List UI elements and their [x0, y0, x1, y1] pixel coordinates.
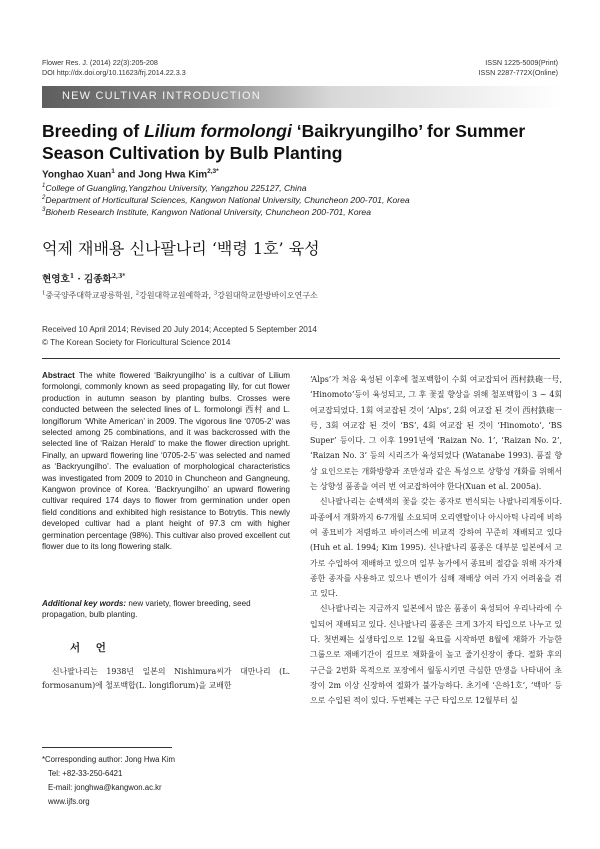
section-banner: [0, 86, 600, 108]
banner-fade: [332, 86, 562, 108]
abstract: [42, 370, 290, 553]
abstract-label: Abstract: [42, 371, 75, 380]
journal-line: Flower Res. J. (2014) 22(3):205-208: [42, 58, 158, 67]
paragraph: 신나팔나리는 지금까지 일본에서 많은 품종이 육성되어 우리나라에 수입되어 재배되고 있다. 신나팔나리 품종은 크게 3가지 타입으로 나누고 있다. 첫번째는 실생타입으로 12월 육묘를 시작하면 8월에 채화가 가능한 그룹으로 재배기간이 길므로 채화율이 높고 줄기신장이 좋다. 절화 후의 구근을 2번화 목적으로 포장에서 월동시키면 극심한 만생을 나타내어 초장이 2m 이상 신장하여 절화가 불가능하다. 초기에 ‘은하1호’, ‘백마’ 등으로 수입된 적이 있다. 두번째는 구근 타입으로 12월부터 실: [310, 604, 562, 706]
korean-affiliations: [42, 290, 318, 301]
keywords-label: Additional key words:: [42, 599, 127, 608]
affiliation-1-text: College of Guangling,Yangzhou University, Yangzhou 225127, China: [45, 183, 307, 193]
affiliation-3-text: Bioherb Research Institute, Kangwon National University, Chuncheon 200-701, Korea: [45, 207, 371, 217]
author-tel: Tel: +82-33-250-6421: [48, 769, 123, 778]
affiliation-1-num: 1: [42, 183, 46, 190]
title-species: Lilium formolongi: [144, 121, 292, 141]
banner-label: NEW CULTIVAR INTRODUCTION: [62, 90, 261, 102]
korean-author-1: 현영호: [42, 274, 70, 285]
korean-authors: [42, 271, 125, 285]
received-dates: Received 10 April 2014; Revised 20 July 2014; Accepted 5 September 2014: [42, 325, 317, 334]
author-line: [42, 168, 219, 180]
article-title: [42, 120, 562, 164]
journal-website[interactable]: www.ijfs.org: [48, 797, 90, 806]
affiliation-3: [42, 207, 371, 217]
korean-aff-1: 중국양주대학교광릉학원,: [45, 291, 136, 300]
affiliation-1: [42, 183, 307, 193]
author-1-sup: 1: [111, 168, 115, 175]
korean-author-2-sup: 2,3*: [111, 272, 126, 280]
abstract-text: The white flowered ‘Baikryungilho’ is a cultivar of Lilium formolongi, commonly known as seed propagating lily, for cut flower production in autumn season by planting bulbs. Crosses were conducted between the selected lines of L. formolongi 西村 and L. longiflorum ‘White American’ in 2009. The vigorous line ‘0705-2’ was selected among 25 combinations, and it was backcrossed with the selected line of ‘Raizan Herald’ to make the flower direction upright. Finally, an upward flowering line ‘0705-2-5’ was selected and named as ‘Backryungilho’. The evaluation of morphological characteristics was investigated from 2009 to 2010 in Chuncheon and Gangneung, Kangwon province of Korea. ‘Backryungilho’ an upward flowering cultivar required 174 days to flower from germination under open field conditions and exhibited high resistance to Botrytis. This newly developed cultivar had a plant height of 97.3 cm with higher germination percentage (98%). This cultivar also proved excellent cut flower due to its long flowering stalk.: [42, 371, 290, 552]
issn-print: ISSN 1225-5009(Print): [485, 58, 558, 67]
footnote-rule: [42, 747, 172, 748]
intro-left-text: 신나팔나리는 1938년 일본의 Nishimura씨가 대만나리 (L. formosanum)에 철포백합(L. longiflorum)을 교배한: [42, 667, 290, 690]
affiliation-2-num: 2: [42, 195, 46, 202]
corresponding-author: *Corresponding author: Jong Hwa Kim: [42, 755, 176, 764]
author-email[interactable]: E-mail: jonghwa@kangwon.ac.kr: [48, 783, 162, 792]
korean-aff-1-num: 1: [42, 290, 46, 297]
korean-aff-3-num: 3: [213, 290, 218, 297]
section-heading-intro: 서 언: [70, 642, 112, 654]
keywords: [42, 598, 290, 621]
korean-aff-3: 강원대학교한방바이오연구소: [217, 291, 318, 300]
journal-citation: [42, 58, 186, 78]
korean-author-2: · 김종화: [74, 274, 112, 285]
issn-block: [478, 58, 558, 78]
doi-line[interactable]: DOI http://dx.doi.org/10.11623/frj.2014.22.3.3: [42, 68, 186, 77]
affiliation-2: [42, 195, 410, 205]
article-dates: [42, 323, 317, 349]
right-column-body: [310, 372, 562, 709]
korean-aff-2-num: 2: [135, 290, 140, 297]
korean-author-1-sup: 1: [69, 272, 74, 280]
paragraph: ‘Alps’가 처음 육성된 이후에 철포백합이 수회 여교잡되어 西村鉄砲一号, ‘Hinomoto’등이 육성되고, 그 후 꽃질 향상을 위해 철포백합이 3 ~ 4회 여교잡되었다. 1회 여교잡된 것이 ‘Alps’, 2회 여교잡 된 것이 西村鉄砲一号, 3회 여교잡 된 것이 ‘BS’, 4회 여교잡 된 것이 ‘Hinomoto’, ‘BS Super’ 등이다. 그 이후 1991년에 ‘Raizan No. 1’, ‘Raizan No. 2’, ‘Raizan No. 3’ 등의 시리즈가 육성되었다 (Watanabe 1993). 품질 향상 요인으로는 개화방향과 조만성과 같은 특성으로 상향성 개화를 위해서는 상향성 품종을 여러 번 여교잡하여야 한다(Xuan et al. 2005a).: [310, 375, 562, 492]
paragraph: 신나팔나리는 순백색의 꽃을 갖는 종자로 번식되는 나팔나리계통이다. 파종에서 개화까지 6-7개월 소요되며 오리엔탈이나 아시아틱 나리에 비하여 종묘비가 저렴하고 바이러스에 비교적 강하여 꾸준히 재배되고 있다(Huh et al. 1994; Kim 1995). 신나팔나리 품종은 대부분 일본에서 고가로 수입하여 재배하고 있으며 일부 농가에서 종묘비 절감을 위해 자가채종한 종자를 사용하고 있으나 변이가 심해 재배상 여러 가지 어려움을 겪고 있다.: [310, 497, 562, 599]
copyright-line: © The Korean Society for Floricultural Science 2014: [42, 338, 231, 347]
author-2-sup: 2,3*: [207, 168, 219, 175]
title-part2: ‘Baikryungilho’ for Summer Season Cultivation by Bulb Planting: [42, 121, 526, 163]
korean-aff-2: 강원대학교원예학과,: [139, 291, 214, 300]
issn-online: ISSN 2287-772X(Online): [478, 68, 558, 77]
divider-rule: [42, 358, 560, 359]
affiliation-3-num: 3: [42, 207, 46, 214]
footnote: [42, 753, 175, 809]
author-2: and Jong Hwa Kim: [114, 169, 208, 181]
affiliation-2-text: Department of Horticultural Sciences, Kangwon National University, Chuncheon 200-701, Korea: [45, 195, 410, 205]
title-part1: Breeding of: [42, 121, 145, 141]
keywords-text: new variety, flower breeding, seed propagation, bulb planting.: [42, 599, 251, 620]
korean-title: 억제 재배용 신나팔나리 ‘백령 1호’ 육성: [42, 239, 320, 258]
author-1: Yonghao Xuan: [42, 169, 112, 181]
